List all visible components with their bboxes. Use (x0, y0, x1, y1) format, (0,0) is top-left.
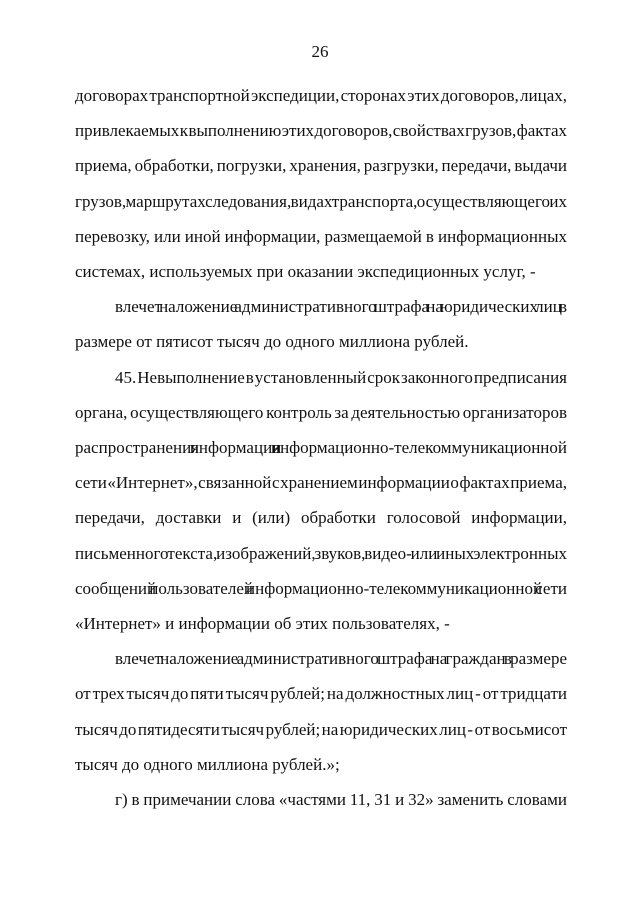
text-line: 45. Невыполнение в установленный срок законного предписания (115, 367, 567, 387)
text-line: от трех тысяч до пяти тысяч рублей; на должностных лиц - от тридцати (75, 684, 567, 704)
page-number: 26 (311, 42, 329, 61)
document-body (75, 78, 567, 817)
text-line: перевозку, или иной информации, размещаемой в информационных (75, 226, 567, 246)
text-line: тысяч до пятидесяти тысяч рублей; на юридических лиц - от восьмисот (75, 719, 567, 739)
text-line: распространения информации в информационно-телекоммуникационной (75, 438, 567, 458)
text-line: сообщений пользователей информационно-телекоммуникационной сети (75, 578, 567, 598)
text-line: грузов, маршрутах следования, видах транспорта, осуществляющего их (75, 191, 567, 211)
text-line: сети «Интернет», связанной с хранением информации о фактах приема, (75, 473, 567, 493)
text-line: привлекаемых к выполнению этих договоров, свойствах грузов, фактах (75, 121, 567, 141)
text-line: передачи, доставки и (или) обработки голосовой информации, (75, 508, 567, 528)
text-line: «Интернет» и информации об этих пользователях, - (75, 614, 450, 634)
text-line: письменного текста, изображений, звуков, видео- или иных электронных (75, 543, 567, 563)
text-line: влечет наложение административного штрафа на граждан в размере (115, 649, 567, 669)
text-line: размере от пятисот тысяч до одного миллиона рублей. (75, 332, 469, 352)
text-line: приема, обработки, погрузки, хранения, разгрузки, передачи, выдачи (75, 156, 567, 176)
text-line: влечет наложение административного штрафа на юридических лиц в (115, 297, 567, 317)
text-line: г) в примечании слова «частями 11, 31 и 32» заменить словами (115, 790, 567, 810)
text-line: договорах транспортной экспедиции, сторонах этих договоров, лицах, (75, 86, 567, 105)
text-line: тысяч до одного миллиона рублей.»; (75, 754, 340, 774)
text-line: системах, используемых при оказании экспедиционных услуг, - (75, 262, 536, 282)
text-line: органа, осуществляющего контроль за деятельностью организаторов (75, 402, 567, 422)
